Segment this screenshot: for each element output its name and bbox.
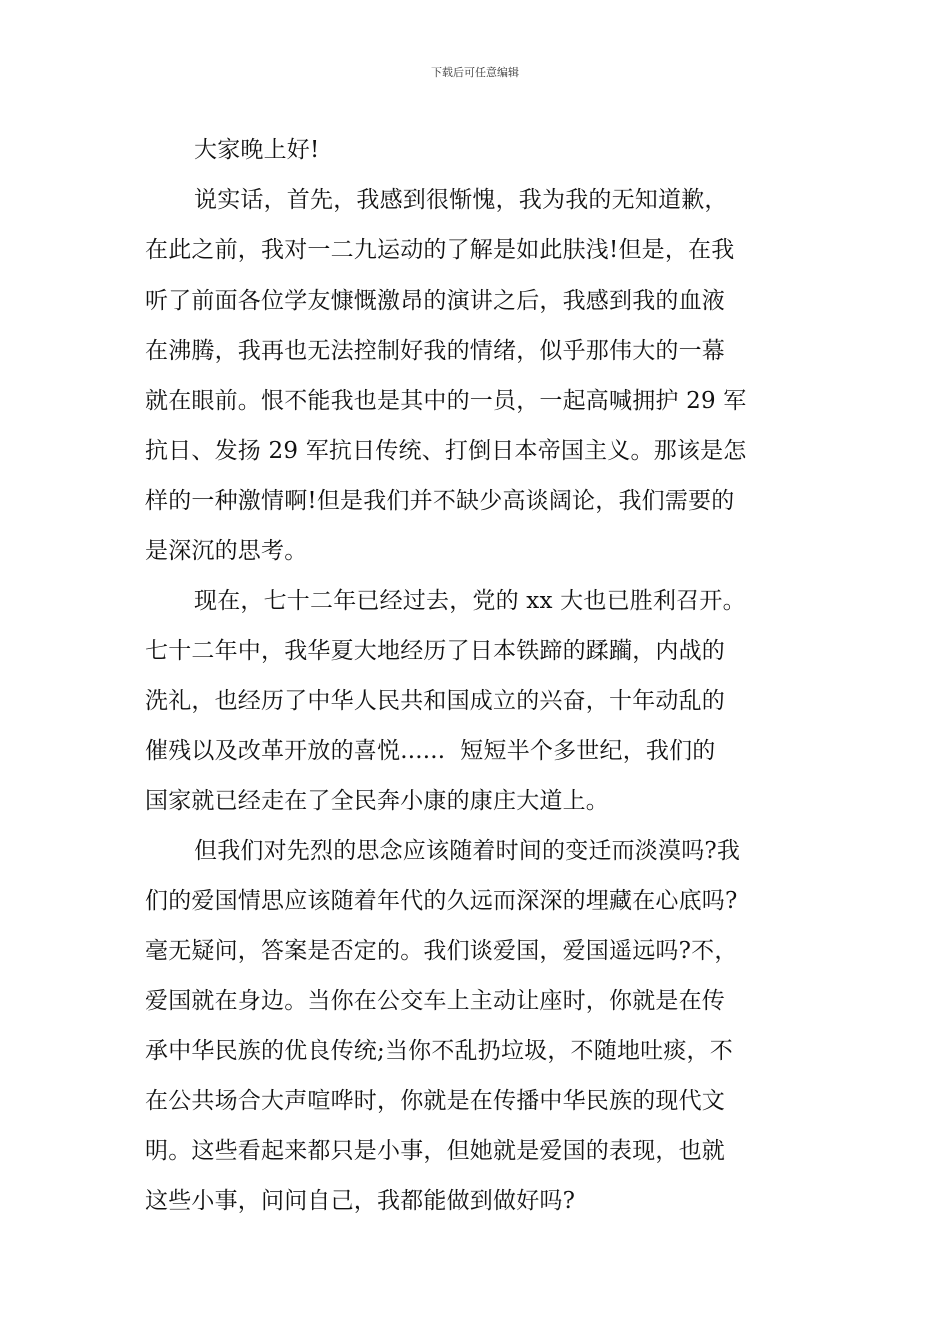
text-line: 大家晚上好! [194, 137, 320, 163]
text-line: 七十二年中，我华夏大地经历了日本铁蹄的蹂躏，内战的 [145, 638, 725, 664]
text-line: 但我们对先烈的思念应该随着时间的变迁而淡漠吗?我 [194, 838, 741, 864]
text-line: 听了前面各位学友慷慨激昂的演讲之后，我感到我的血液 [145, 288, 725, 314]
text-line: 在公共场合大声喧哗时，你就是在传播中华民族的现代文 [145, 1088, 725, 1114]
text-line: 就在眼前。恨不能我也是其中的一员，一起高喊拥护 29 军 [145, 388, 747, 414]
page-header: 下载后可任意编辑 [431, 66, 519, 79]
text-line: 们的爱国情思应该随着年代的久远而深深的埋藏在心底吗? [145, 888, 738, 914]
text-line: 明。这些看起来都只是小事，但她就是爱国的表现，也就 [145, 1138, 725, 1164]
text-line: 说实话，首先，我感到很惭愧，我为我的无知道歉， [194, 187, 728, 213]
text-line: 国家就已经走在了全民奔小康的康庄大道上。 [145, 788, 609, 814]
text-line: 这些小事，问问自己，我都能做到做好吗? [145, 1188, 576, 1214]
text-line: 在此之前，我对一二九运动的了解是如此肤浅!但是，在我 [145, 237, 735, 263]
text-line: 爱国就在身边。当你在公交车上主动让座时，你就是在传 [145, 988, 725, 1014]
text-line: 样的一种激情啊!但是我们并不缺少高谈阔论，我们需要的 [145, 488, 735, 514]
text-line: 洗礼，也经历了中华人民共和国成立的兴奋，十年动乱的 [145, 688, 725, 714]
text-line: 抗日、发扬 29 军抗日传统、打倒日本帝国主义。那该是怎 [145, 438, 747, 464]
text-line: 是深沉的思考。 [145, 538, 308, 564]
text-line: 现在，七十二年已经过去，党的 xx 大也已胜利召开。 [194, 588, 746, 614]
text-line: 催残以及改革开放的喜悦...... 短短半个多世纪，我们的 [145, 738, 716, 764]
text-line: 毫无疑问，答案是否定的。我们谈爱国，爱国遥远吗?不， [145, 938, 738, 964]
text-line: 承中华民族的优良传统;当你不乱扔垃圾，不随地吐痰，不 [145, 1038, 733, 1064]
text-line: 在沸腾，我再也无法控制好我的情绪，似乎那伟大的一幕 [145, 338, 725, 364]
